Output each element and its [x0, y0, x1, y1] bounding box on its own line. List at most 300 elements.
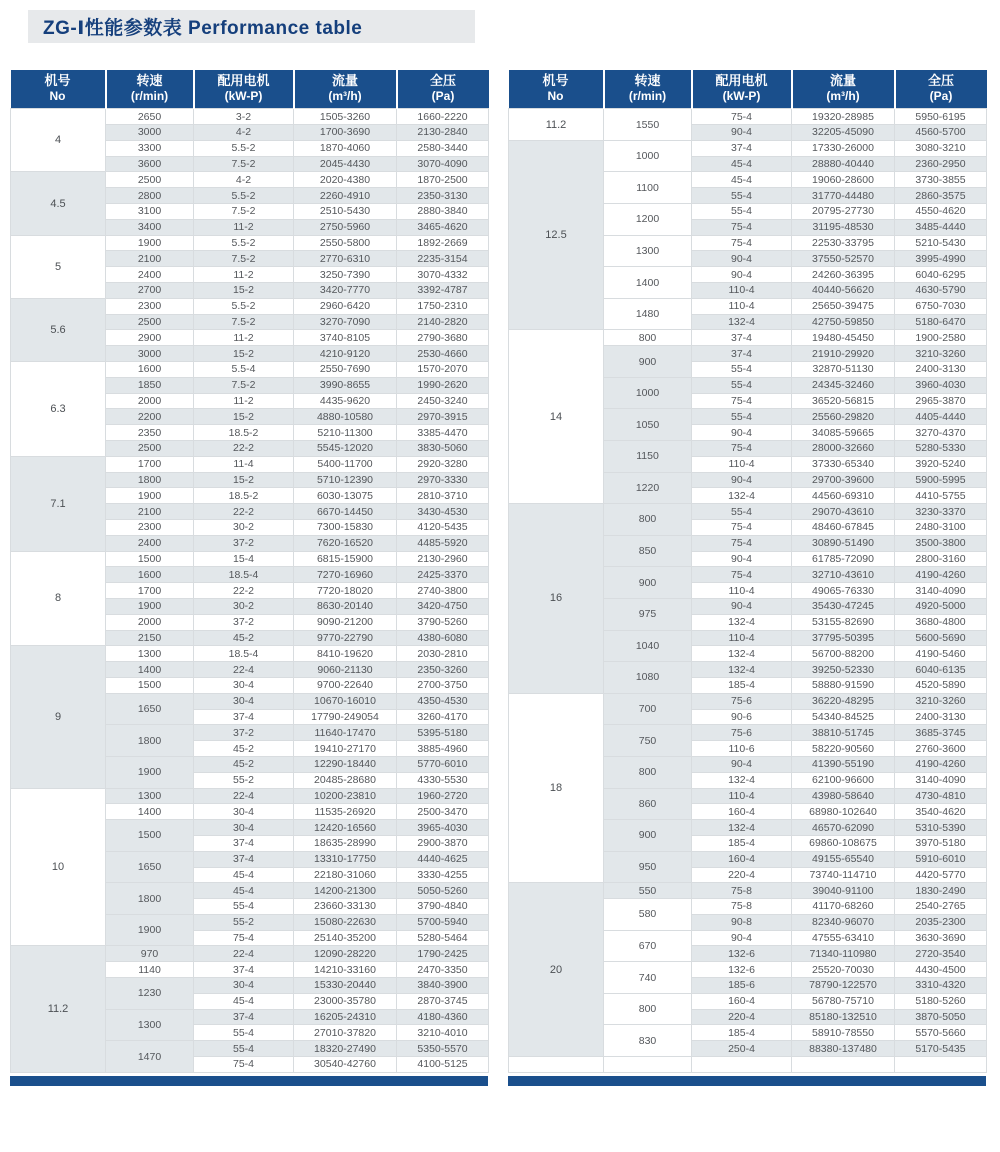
motor-cell: 160-4 — [692, 993, 792, 1009]
pressure-cell: 2920-3280 — [397, 456, 489, 472]
flow-cell: 41390-55190 — [792, 756, 895, 772]
pressure-cell: 4630-5790 — [895, 283, 987, 299]
speed-cell: 1550 — [604, 109, 692, 141]
speed-cell — [604, 1057, 692, 1073]
motor-cell: 90-4 — [692, 756, 792, 772]
pressure-cell: 3960-4030 — [895, 377, 987, 393]
motor-cell: 90-6 — [692, 709, 792, 725]
pressure-cell: 4420-5770 — [895, 867, 987, 883]
pressure-cell: 2580-3440 — [397, 140, 489, 156]
flow-cell: 49065-76330 — [792, 583, 895, 599]
pressure-cell: 5180-6470 — [895, 314, 987, 330]
pressure-cell: 3920-5240 — [895, 456, 987, 472]
pressure-cell: 2030-2810 — [397, 646, 489, 662]
speed-cell: 2400 — [106, 267, 194, 283]
pressure-cell: 1960-2720 — [397, 788, 489, 804]
motor-cell: 7.5-2 — [194, 251, 294, 267]
right-table-column — [508, 70, 986, 1086]
pressure-cell: 5950-6195 — [895, 109, 987, 125]
speed-cell: 1850 — [106, 377, 194, 393]
motor-cell: 7.5-2 — [194, 156, 294, 172]
flow-cell: 58220-90560 — [792, 741, 895, 757]
motor-cell: 185-4 — [692, 677, 792, 693]
pressure-cell: 5280-5330 — [895, 440, 987, 456]
motor-cell: 132-4 — [692, 614, 792, 630]
column-header-2 — [692, 70, 792, 109]
motor-cell: 132-4 — [692, 772, 792, 788]
pressure-cell: 2870-3745 — [397, 993, 489, 1009]
pressure-cell: 3310-4320 — [895, 978, 987, 994]
speed-cell: 900 — [604, 346, 692, 378]
motor-cell: 90-4 — [692, 125, 792, 141]
pressure-cell: 2965-3870 — [895, 393, 987, 409]
flow-cell: 40440-56620 — [792, 283, 895, 299]
flow-cell: 21910-29920 — [792, 346, 895, 362]
speed-cell: 1400 — [106, 804, 194, 820]
flow-cell: 39040-91100 — [792, 883, 895, 899]
speed-cell: 975 — [604, 598, 692, 630]
table-row — [11, 788, 489, 804]
column-header-0 — [11, 70, 106, 109]
motor-cell: 37-4 — [194, 709, 294, 725]
flow-cell: 30540-42760 — [294, 1057, 397, 1073]
speed-cell: 2700 — [106, 283, 194, 299]
flow-cell: 17790-249054 — [294, 709, 397, 725]
machine-no-cell: 11.2 — [11, 946, 106, 1072]
flow-cell: 46570-62090 — [792, 820, 895, 836]
motor-cell: 132-4 — [692, 314, 792, 330]
speed-cell: 2650 — [106, 109, 194, 125]
flow-cell: 32710-43610 — [792, 567, 895, 583]
flow-cell: 54340-84525 — [792, 709, 895, 725]
flow-cell: 18635-28990 — [294, 835, 397, 851]
flow-cell: 31770-44480 — [792, 188, 895, 204]
motor-cell: 110-4 — [692, 583, 792, 599]
speed-cell: 800 — [604, 330, 692, 346]
motor-cell: 37-4 — [692, 346, 792, 362]
speed-cell: 860 — [604, 788, 692, 820]
speed-cell: 1900 — [106, 235, 194, 251]
flow-cell: 38810-51745 — [792, 725, 895, 741]
motor-cell: 75-4 — [692, 440, 792, 456]
machine-no-cell: 7.1 — [11, 456, 106, 551]
flow-cell: 29070-43610 — [792, 504, 895, 520]
table-row — [509, 504, 987, 520]
speed-cell: 850 — [604, 535, 692, 567]
speed-cell: 750 — [604, 725, 692, 757]
motor-cell: 55-4 — [194, 1025, 294, 1041]
flow-cell: 37795-50395 — [792, 630, 895, 646]
speed-cell: 1040 — [604, 630, 692, 662]
motor-cell: 110-4 — [692, 456, 792, 472]
flow-cell: 2510-5430 — [294, 204, 397, 220]
motor-cell: 132-4 — [692, 820, 792, 836]
pressure-cell: 1660-2220 — [397, 109, 489, 125]
motor-cell: 45-2 — [194, 756, 294, 772]
speed-cell: 1050 — [604, 409, 692, 441]
flow-cell: 12090-28220 — [294, 946, 397, 962]
pressure-cell: 5700-5940 — [397, 914, 489, 930]
pressure-cell: 3070-4332 — [397, 267, 489, 283]
flow-cell: 31195-48530 — [792, 219, 895, 235]
speed-cell: 800 — [604, 756, 692, 788]
motor-cell: 55-4 — [692, 204, 792, 220]
flow-cell — [792, 1057, 895, 1073]
pressure-cell: 3210-4010 — [397, 1025, 489, 1041]
table-row — [509, 883, 987, 899]
pressure-cell: 2400-3130 — [895, 362, 987, 378]
pressure-cell: 1830-2490 — [895, 883, 987, 899]
pressure-cell: 3140-4090 — [895, 772, 987, 788]
motor-cell: 18.5-2 — [194, 488, 294, 504]
left-table-footer-bar — [10, 1076, 488, 1086]
flow-cell: 58880-91590 — [792, 677, 895, 693]
motor-cell: 18.5-4 — [194, 646, 294, 662]
speed-cell: 830 — [604, 1025, 692, 1057]
flow-cell: 3270-7090 — [294, 314, 397, 330]
column-header-en: (r/min) — [130, 89, 169, 104]
motor-cell: 22-4 — [194, 946, 294, 962]
speed-cell: 1500 — [106, 820, 194, 852]
flow-cell: 37550-52570 — [792, 251, 895, 267]
flow-cell: 78790-122570 — [792, 978, 895, 994]
pressure-cell: 6040-6295 — [895, 267, 987, 283]
pressure-cell: 4190-5460 — [895, 646, 987, 662]
motor-cell: 55-4 — [692, 409, 792, 425]
flow-cell: 14210-33160 — [294, 962, 397, 978]
pressure-cell: 3830-5060 — [397, 440, 489, 456]
speed-cell: 900 — [604, 567, 692, 599]
speed-cell: 2500 — [106, 440, 194, 456]
speed-cell: 2500 — [106, 314, 194, 330]
pressure-cell: 2970-3330 — [397, 472, 489, 488]
pressure-cell: 2425-3370 — [397, 567, 489, 583]
motor-cell: 75-4 — [692, 219, 792, 235]
column-header-en: (r/min) — [628, 89, 667, 104]
speed-cell: 1150 — [604, 440, 692, 472]
speed-cell: 580 — [604, 899, 692, 931]
flow-cell: 30890-51490 — [792, 535, 895, 551]
column-header-2 — [194, 70, 294, 109]
flow-cell: 41170-68260 — [792, 899, 895, 915]
column-header-zh: 配用电机 — [217, 73, 270, 88]
table-row — [509, 140, 987, 156]
motor-cell: 250-4 — [692, 1041, 792, 1057]
motor-cell: 75-4 — [692, 235, 792, 251]
speed-cell: 1500 — [106, 677, 194, 693]
motor-cell: 30-2 — [194, 519, 294, 535]
column-header-4 — [895, 70, 987, 109]
speed-cell: 2800 — [106, 188, 194, 204]
motor-cell: 75-6 — [692, 693, 792, 709]
flow-cell: 10200-23810 — [294, 788, 397, 804]
machine-no-cell: 14 — [509, 330, 604, 504]
pressure-cell: 4190-4260 — [895, 567, 987, 583]
speed-cell: 1700 — [106, 456, 194, 472]
flow-cell: 5400-11700 — [294, 456, 397, 472]
speed-cell: 1800 — [106, 883, 194, 915]
flow-cell: 15330-20440 — [294, 978, 397, 994]
table-row — [11, 298, 489, 314]
motor-cell: 160-4 — [692, 804, 792, 820]
pressure-cell: 2350-3260 — [397, 662, 489, 678]
flow-cell: 88380-137480 — [792, 1041, 895, 1057]
column-header-en: (kW-P) — [224, 89, 263, 104]
speed-cell: 1300 — [106, 1009, 194, 1041]
speed-cell: 740 — [604, 962, 692, 994]
pressure-cell: 2530-4660 — [397, 346, 489, 362]
motor-cell — [692, 1057, 792, 1073]
speed-cell: 1900 — [106, 488, 194, 504]
pressure-cell: 3070-4090 — [397, 156, 489, 172]
tables-container — [10, 70, 990, 1086]
flow-cell: 32870-51130 — [792, 362, 895, 378]
speed-cell: 1600 — [106, 567, 194, 583]
machine-no-cell: 11.2 — [509, 109, 604, 141]
speed-cell: 1300 — [604, 235, 692, 267]
flow-cell: 29700-39600 — [792, 472, 895, 488]
speed-cell: 1080 — [604, 662, 692, 694]
flow-cell: 2750-5960 — [294, 219, 397, 235]
motor-cell: 110-4 — [692, 788, 792, 804]
pressure-cell: 3995-4990 — [895, 251, 987, 267]
left-table-column — [10, 70, 488, 1086]
machine-no-cell: 20 — [509, 883, 604, 1057]
column-header-en: No — [49, 89, 66, 104]
speed-cell: 800 — [604, 504, 692, 536]
speed-cell: 2100 — [106, 504, 194, 520]
machine-no-cell — [509, 1057, 604, 1073]
header-row — [509, 70, 987, 109]
motor-cell: 30-4 — [194, 978, 294, 994]
motor-cell: 45-2 — [194, 741, 294, 757]
motor-cell: 75-4 — [692, 535, 792, 551]
speed-cell: 1400 — [604, 267, 692, 299]
pressure-cell: 3730-3855 — [895, 172, 987, 188]
motor-cell: 110-4 — [692, 630, 792, 646]
flow-cell: 10670-16010 — [294, 693, 397, 709]
flow-cell: 19480-45450 — [792, 330, 895, 346]
pressure-cell: 1900-2580 — [895, 330, 987, 346]
pressure-cell: 2130-2840 — [397, 125, 489, 141]
motor-cell: 75-4 — [692, 393, 792, 409]
flow-cell: 3420-7770 — [294, 283, 397, 299]
speed-cell: 1650 — [106, 851, 194, 883]
pressure-cell: 2700-3750 — [397, 677, 489, 693]
pressure-cell: 3140-4090 — [895, 583, 987, 599]
machine-no-cell: 10 — [11, 788, 106, 946]
column-header-zh: 流量 — [331, 73, 358, 88]
column-header-en: (Pa) — [929, 89, 953, 104]
flow-cell: 25140-35200 — [294, 930, 397, 946]
motor-cell: 5.5-2 — [194, 298, 294, 314]
speed-cell: 900 — [604, 820, 692, 852]
pressure-cell: 2810-3710 — [397, 488, 489, 504]
flow-cell: 8630-20140 — [294, 598, 397, 614]
pressure-cell: 4550-4620 — [895, 204, 987, 220]
pressure-cell: 2360-2950 — [895, 156, 987, 172]
motor-cell: 110-4 — [692, 283, 792, 299]
machine-no-cell: 4.5 — [11, 172, 106, 235]
motor-cell: 37-2 — [194, 614, 294, 630]
motor-cell: 11-2 — [194, 393, 294, 409]
flow-cell: 69860-108675 — [792, 835, 895, 851]
speed-cell: 3400 — [106, 219, 194, 235]
motor-cell: 110-4 — [692, 298, 792, 314]
speed-cell: 1100 — [604, 172, 692, 204]
flow-cell: 9770-22790 — [294, 630, 397, 646]
pressure-cell: 1990-2620 — [397, 377, 489, 393]
motor-cell: 55-4 — [692, 504, 792, 520]
flow-cell: 7300-15830 — [294, 519, 397, 535]
motor-cell: 18.5-4 — [194, 567, 294, 583]
speed-cell: 1000 — [604, 377, 692, 409]
speed-cell: 2500 — [106, 172, 194, 188]
pressure-cell: 4330-5530 — [397, 772, 489, 788]
machine-no-cell: 5 — [11, 235, 106, 298]
speed-cell: 3000 — [106, 125, 194, 141]
speed-cell: 670 — [604, 930, 692, 962]
motor-cell: 15-2 — [194, 346, 294, 362]
table-row — [11, 235, 489, 251]
motor-cell: 220-4 — [692, 1009, 792, 1025]
flow-cell: 12290-18440 — [294, 756, 397, 772]
flow-cell: 2260-4910 — [294, 188, 397, 204]
machine-no-cell: 16 — [509, 504, 604, 694]
motor-cell: 75-8 — [692, 883, 792, 899]
table-row — [509, 109, 987, 125]
motor-cell: 160-4 — [692, 851, 792, 867]
column-header-en: No — [547, 89, 564, 104]
speed-cell: 1200 — [604, 204, 692, 236]
speed-cell: 2000 — [106, 393, 194, 409]
pressure-cell: 3540-4620 — [895, 804, 987, 820]
flow-cell: 25560-29820 — [792, 409, 895, 425]
flow-cell: 27010-37820 — [294, 1025, 397, 1041]
pressure-cell: 3270-4370 — [895, 425, 987, 441]
pressure-cell: 2540-2765 — [895, 899, 987, 915]
pressure-cell: 4100-5125 — [397, 1057, 489, 1073]
pressure-cell: 4485-5920 — [397, 535, 489, 551]
machine-no-cell: 4 — [11, 109, 106, 172]
speed-cell: 2300 — [106, 298, 194, 314]
pressure-cell: 2450-3240 — [397, 393, 489, 409]
pressure-cell: 2970-3915 — [397, 409, 489, 425]
flow-cell: 1870-4060 — [294, 140, 397, 156]
motor-cell: 75-4 — [692, 567, 792, 583]
motor-cell: 75-4 — [194, 930, 294, 946]
flow-cell: 62100-96600 — [792, 772, 895, 788]
right-table-footer-bar — [508, 1076, 986, 1086]
pressure-cell: 3685-3745 — [895, 725, 987, 741]
machine-no-cell: 8 — [11, 551, 106, 646]
motor-cell: 90-4 — [692, 425, 792, 441]
pressure-cell: 3790-4840 — [397, 899, 489, 915]
pressure-cell: 4560-5700 — [895, 125, 987, 141]
pressure-cell: 4520-5890 — [895, 677, 987, 693]
motor-cell: 22-2 — [194, 504, 294, 520]
motor-cell: 90-8 — [692, 914, 792, 930]
table-row — [11, 946, 489, 962]
flow-cell: 1700-3690 — [294, 125, 397, 141]
flow-cell: 39250-52330 — [792, 662, 895, 678]
motor-cell: 22-4 — [194, 788, 294, 804]
motor-cell: 5.5-2 — [194, 140, 294, 156]
speed-cell: 1700 — [106, 583, 194, 599]
column-header-en: (Pa) — [431, 89, 455, 104]
flow-cell: 15080-22630 — [294, 914, 397, 930]
pressure-cell: 3790-5260 — [397, 614, 489, 630]
pressure-cell: 3420-4750 — [397, 598, 489, 614]
pressure-cell: 5350-5570 — [397, 1041, 489, 1057]
column-header-4 — [397, 70, 489, 109]
motor-cell: 15-2 — [194, 472, 294, 488]
pressure-cell: 3385-4470 — [397, 425, 489, 441]
flow-cell: 3250-7390 — [294, 267, 397, 283]
pressure-cell: 2140-2820 — [397, 314, 489, 330]
pressure-cell: 2900-3870 — [397, 835, 489, 851]
machine-no-cell: 9 — [11, 646, 106, 788]
column-header-1 — [604, 70, 692, 109]
table-row — [11, 362, 489, 378]
motor-cell: 37-2 — [194, 725, 294, 741]
pressure-cell: 4120-5435 — [397, 519, 489, 535]
motor-cell: 37-4 — [194, 962, 294, 978]
pressure-cell: 3392-4787 — [397, 283, 489, 299]
speed-cell: 1800 — [106, 472, 194, 488]
motor-cell: 37-4 — [194, 835, 294, 851]
motor-cell: 15-4 — [194, 551, 294, 567]
motor-cell: 45-2 — [194, 630, 294, 646]
column-header-3 — [294, 70, 397, 109]
motor-cell: 37-2 — [194, 535, 294, 551]
pressure-cell: 3630-3690 — [895, 930, 987, 946]
speed-cell: 1900 — [106, 914, 194, 946]
speed-cell: 1800 — [106, 725, 194, 757]
pressure-cell: 2860-3575 — [895, 188, 987, 204]
pressure-cell: 2720-3540 — [895, 946, 987, 962]
pressure-cell: 2400-3130 — [895, 709, 987, 725]
flow-cell: 25650-39475 — [792, 298, 895, 314]
flow-cell: 22180-31060 — [294, 867, 397, 883]
speed-cell: 800 — [604, 993, 692, 1025]
speed-cell: 1400 — [106, 662, 194, 678]
flow-cell: 14200-21300 — [294, 883, 397, 899]
motor-cell: 185-4 — [692, 1025, 792, 1041]
motor-cell: 75-4 — [692, 519, 792, 535]
flow-cell: 20795-27730 — [792, 204, 895, 220]
pressure-cell: 4410-5755 — [895, 488, 987, 504]
pressure-cell: 5310-5390 — [895, 820, 987, 836]
flow-cell: 9090-21200 — [294, 614, 397, 630]
flow-cell: 2020-4380 — [294, 172, 397, 188]
speed-cell: 1500 — [106, 551, 194, 567]
speed-cell: 2900 — [106, 330, 194, 346]
speed-cell: 2150 — [106, 630, 194, 646]
speed-cell: 3100 — [106, 204, 194, 220]
motor-cell: 45-4 — [194, 883, 294, 899]
table-row — [11, 646, 489, 662]
flow-cell: 9700-22640 — [294, 677, 397, 693]
performance-table-left — [10, 70, 489, 1073]
pressure-cell: 5170-5435 — [895, 1041, 987, 1057]
flow-cell: 61785-72090 — [792, 551, 895, 567]
header-row — [11, 70, 489, 109]
flow-cell: 43980-58640 — [792, 788, 895, 804]
pressure-cell: 4190-4260 — [895, 756, 987, 772]
motor-cell: 11-4 — [194, 456, 294, 472]
flow-cell: 16205-24310 — [294, 1009, 397, 1025]
